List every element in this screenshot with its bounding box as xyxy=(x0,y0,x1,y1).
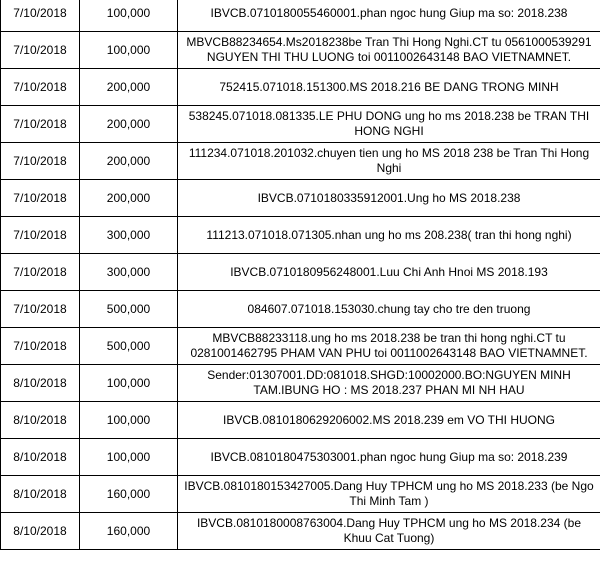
table-row xyxy=(1,402,600,439)
amount-cell: 300,000 xyxy=(80,254,178,291)
table-row xyxy=(1,291,600,328)
description-cell: 111213.071018.071305.nhan ung ho ms 208.238( tran thi hong nghi) xyxy=(178,217,600,254)
table-row xyxy=(1,365,600,402)
description-cell: 752415.071018.151300.MS 2018.216 BE DANG TRONG MINH xyxy=(178,69,600,106)
amount-cell: 200,000 xyxy=(80,180,178,217)
table-row xyxy=(1,180,600,217)
date-cell: 8/10/2018 xyxy=(1,402,80,439)
amount-cell: 160,000 xyxy=(80,513,178,550)
amount-cell: 160,000 xyxy=(80,476,178,513)
description-cell: 111234.071018.201032.chuyen tien ung ho MS 2018 238 be Tran Thi Hong Nghi xyxy=(178,143,600,180)
date-cell: 7/10/2018 xyxy=(1,217,80,254)
amount-cell: 100,000 xyxy=(80,439,178,476)
description-cell: IBVCB.0810180153427005.Dang Huy TPHCM ung ho MS 2018.233 (be Ngo Thi Minh Tam ) xyxy=(178,476,600,513)
date-cell: 7/10/2018 xyxy=(1,69,80,106)
description-cell: IBVCB.0810180008763004.Dang Huy TPHCM ung ho MS 2018.234 (be Khuu Cat Tuong) xyxy=(178,513,600,550)
table-row xyxy=(1,513,600,550)
amount-cell: 200,000 xyxy=(80,106,178,143)
table-row xyxy=(1,439,600,476)
amount-cell: 100,000 xyxy=(80,402,178,439)
date-cell: 7/10/2018 xyxy=(1,0,80,32)
description-cell: IBVCB.0710180956248001.Luu Chi Anh Hnoi MS 2018.193 xyxy=(178,254,600,291)
table-row xyxy=(1,32,600,69)
amount-cell: 100,000 xyxy=(80,365,178,402)
description-cell: IBVCB.0710180055460001.phan ngoc hung Giup ma so: 2018.238 xyxy=(178,0,600,32)
amount-cell: 200,000 xyxy=(80,69,178,106)
description-cell: Sender:01307001.DD:081018.SHGD:10002000.BO:NGUYEN MINH TAM.IBUNG HO : MS 2018.237 PHAN MI NH HAU xyxy=(178,365,600,402)
description-cell: IBVCB.0810180629206002.MS 2018.239 em VO THI HUONG xyxy=(178,402,600,439)
table-row xyxy=(1,69,600,106)
table-row xyxy=(1,254,600,291)
table-row xyxy=(1,328,600,365)
date-cell: 7/10/2018 xyxy=(1,254,80,291)
description-cell: MBVCB88233118.ung ho ms 2018.238 be tran thi hong nghi.CT tu 0281001462795 PHAM VAN PHU toi 0011002643148 BAO VIETNAMNET. xyxy=(178,328,600,365)
table-row xyxy=(1,143,600,180)
table-row xyxy=(1,476,600,513)
amount-cell: 200,000 xyxy=(80,143,178,180)
description-cell: IBVCB.0710180335912001.Ung ho MS 2018.238 xyxy=(178,180,600,217)
description-cell: IBVCB.0810180475303001.phan ngoc hung Giup ma so: 2018.239 xyxy=(178,439,600,476)
description-cell: 538245.071018.081335.LE PHU DONG ung ho ms 2018.238 be TRAN THI HONG NGHI xyxy=(178,106,600,143)
date-cell: 8/10/2018 xyxy=(1,439,80,476)
table-row xyxy=(1,217,600,254)
amount-cell: 500,000 xyxy=(80,291,178,328)
amount-cell: 100,000 xyxy=(80,0,178,32)
date-cell: 7/10/2018 xyxy=(1,328,80,365)
table-row xyxy=(1,0,600,32)
description-cell: 084607.071018.153030.chung tay cho tre den truong xyxy=(178,291,600,328)
amount-cell: 100,000 xyxy=(80,32,178,69)
date-cell: 7/10/2018 xyxy=(1,106,80,143)
amount-cell: 500,000 xyxy=(80,328,178,365)
date-cell: 8/10/2018 xyxy=(1,476,80,513)
date-cell: 8/10/2018 xyxy=(1,365,80,402)
date-cell: 7/10/2018 xyxy=(1,32,80,69)
date-cell: 7/10/2018 xyxy=(1,143,80,180)
date-cell: 7/10/2018 xyxy=(1,291,80,328)
table-row xyxy=(1,106,600,143)
description-cell: MBVCB88234654.Ms2018238be Tran Thi Hong Nghi.CT tu 0561000539291 NGUYEN THI THU LUONG toi 0011002643148 BAO VIETNAMNET. xyxy=(178,32,600,69)
date-cell: 8/10/2018 xyxy=(1,513,80,550)
amount-cell: 300,000 xyxy=(80,217,178,254)
date-cell: 7/10/2018 xyxy=(1,180,80,217)
donation-table-body xyxy=(1,0,600,550)
